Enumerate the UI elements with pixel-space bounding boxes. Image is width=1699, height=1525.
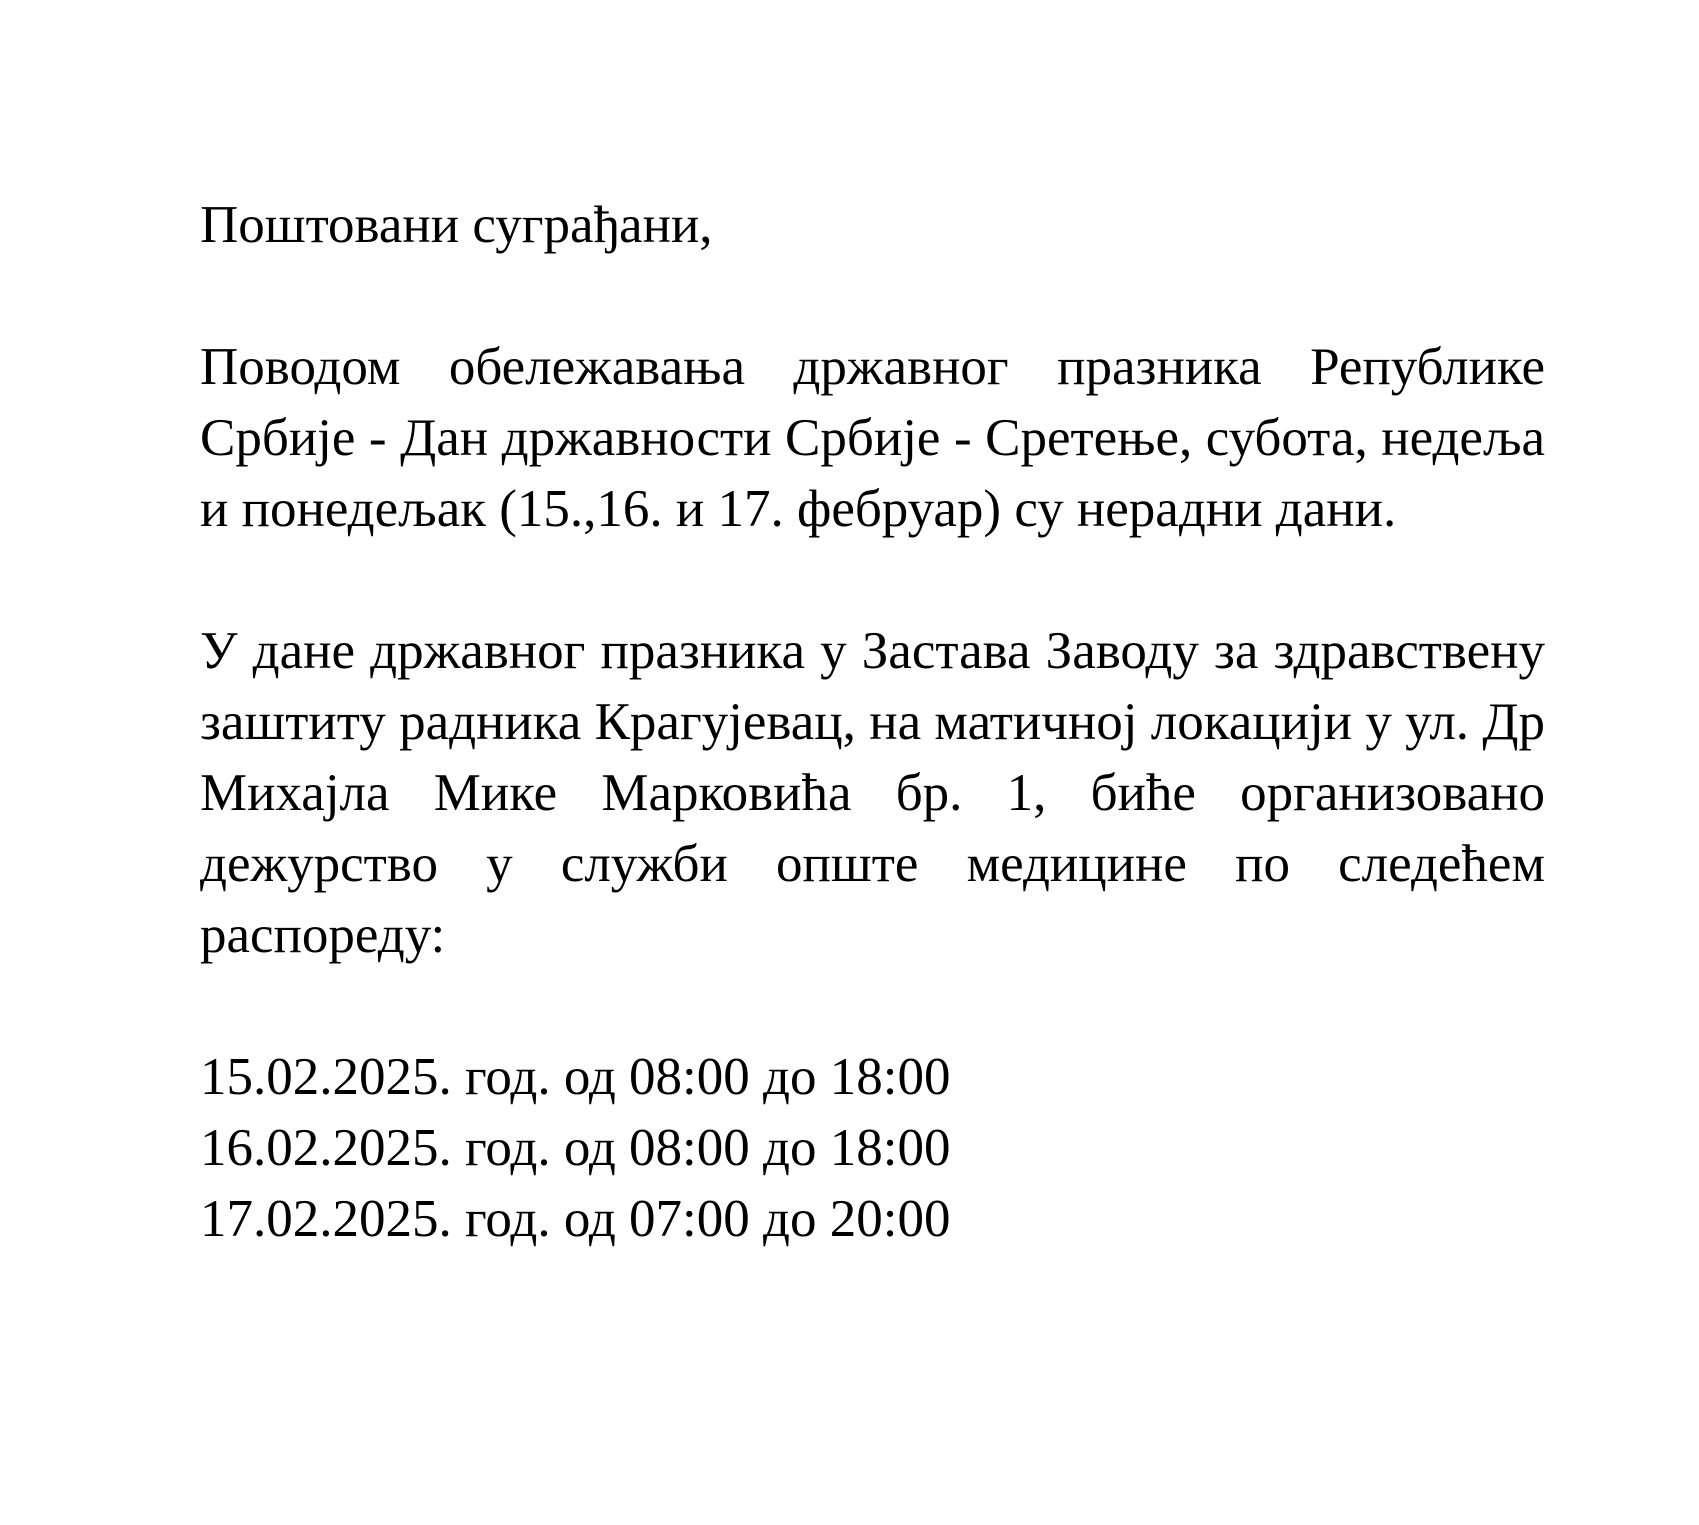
greeting: Поштовани суграђани, (200, 196, 713, 254)
schedule-line: 16.02.2025. год. од 08:00 до 18:00 (200, 1119, 951, 1177)
schedule-line: 15.02.2025. год. од 08:00 до 18:00 (200, 1048, 951, 1106)
notice-body (200, 190, 1545, 1255)
schedule-list (200, 1042, 1545, 1255)
duty-paragraph: У дане државног празника у Застава Заводу за здравствену заштиту радника Крагујевац, на матичној локацији у ул. Др Михајла Мике Марковића бр. 1, биће организовано дежурство у служби опште медицине по следећем распореду: (200, 622, 1545, 964)
holiday-paragraph: Поводом обележавања државног празника Републике Србије - Дан државности Србије - Сретење, субота, недеља и понедељак (15.,16. и 17. фебруар) су нерадни дани. (200, 338, 1545, 538)
schedule-line: 17.02.2025. год. од 07:00 до 20:00 (200, 1190, 951, 1248)
